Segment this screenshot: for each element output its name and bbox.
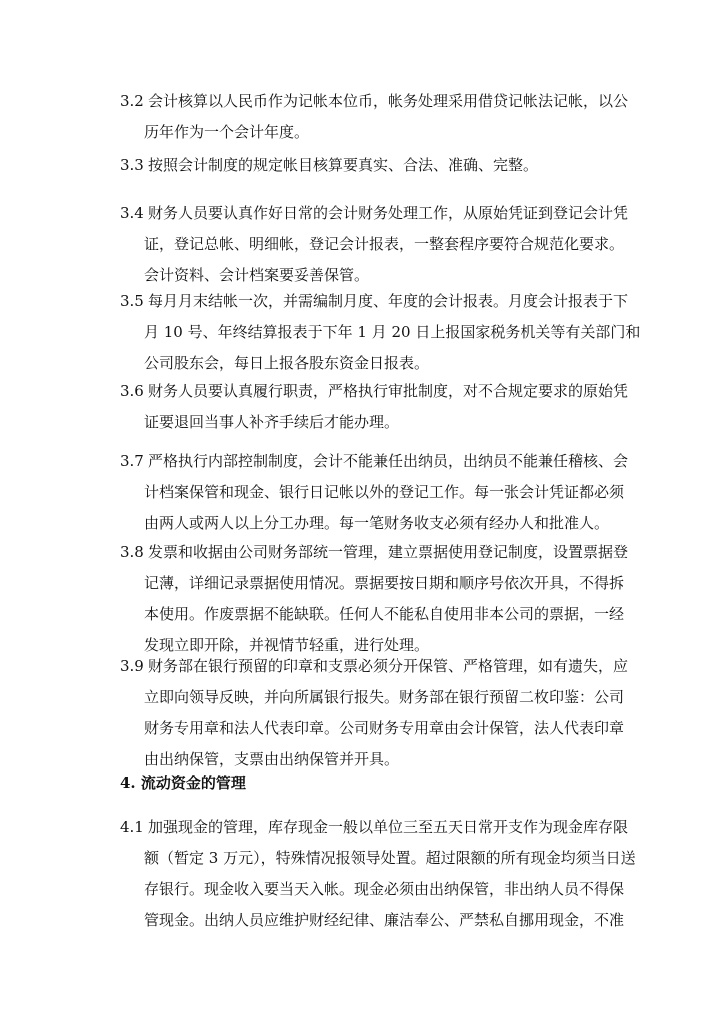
clause-line: 财务人员要认真履行职责，严格执行审批制度，对不合规定要求的原始凭	[148, 382, 629, 400]
clause-line: 按照会计制度的规定帐目核算要真实、合法、准确、完整。	[148, 156, 539, 174]
clause-line: 每月月末结帐一次，并需编制月度、年度的会计报表。月度会计报表于下	[148, 292, 629, 310]
section-heading: 4. 流动资金的管理	[120, 774, 246, 792]
clause-line: 存银行。现金收入要当天入帐。现金必须由出纳保管，非出纳人员不得保	[144, 880, 625, 898]
clause-3-8	[120, 537, 629, 661]
clause-number: 3.2	[120, 92, 144, 110]
clause-line: 管现金。出纳人员应维护财经纪律、廉洁奉公、严禁私自挪用现金，不准	[144, 911, 625, 929]
clause-number: 4.1	[120, 818, 144, 836]
clause-line: 会计核算以人民币作为记帐本位币，帐务处理采用借贷记帐法记帐，以公	[148, 92, 629, 110]
clause-line: 额（暂定 3 万元），特殊情况报领导处置。超过限额的所有现金均须当日送	[144, 849, 636, 867]
clause-line: 记薄，详细记录票据使用情况。票据要按日期和顺序号依次开具，不得拆	[144, 574, 625, 592]
clause-number: 3.3	[120, 156, 144, 174]
clause-line: 本使用。作废票据不能缺联。任何人不能私自使用非本公司的票据，一经	[144, 605, 625, 623]
clause-line: 财务人员要认真作好日常的会计财务处理工作，从原始凭证到登记会计凭	[148, 204, 629, 222]
clause-line: 财务专用章和法人代表印章。公司财务专用章由会计保管，法人代表印章	[144, 719, 625, 737]
clause-line: 由出纳保管，支票由出纳保管并开具。	[144, 750, 400, 768]
clause-number: 3.7	[120, 452, 144, 470]
clause-line: 证，登记总帐、明细帐，登记会计报表，一整套程序要符合规范化要求。	[144, 235, 625, 253]
clause-line: 证要退回当事人补齐手续后才能办理。	[144, 413, 400, 431]
clause-line: 加强现金的管理，库存现金一般以单位三至五天日常开支作为现金库存限	[148, 818, 629, 836]
clause-number: 3.5	[120, 292, 144, 310]
clause-line: 财务部在银行预留的印章和支票必须分开保管、严格管理，如有遗失，应	[148, 657, 629, 675]
clause-number: 3.8	[120, 543, 144, 561]
clause-line: 会计资料、会计档案要妥善保管。	[144, 266, 370, 284]
clause-line: 公司股东会，每日上报各股东资金日报表。	[144, 354, 430, 372]
clause-3-7	[120, 446, 629, 539]
clause-line: 立即向领导反映，并向所属银行报失。财务部在银行预留二枚印鉴：公司	[144, 688, 625, 706]
clause-number: 3.6	[120, 382, 144, 400]
clause-line: 发现立即开除，并视情节轻重，进行处理。	[144, 636, 430, 654]
clause-3-3	[120, 150, 625, 181]
clause-3-6	[120, 376, 629, 438]
clause-line: 发票和收据由公司财务部统一管理，建立票据使用登记制度，设置票据登	[148, 543, 629, 561]
clause-4-1	[120, 812, 636, 936]
clause-line: 历年作为一个会计年度。	[144, 123, 310, 141]
clause-number: 3.9	[120, 657, 144, 675]
clause-3-9	[120, 651, 629, 775]
clause-line: 由两人或两人以上分工办理。每一笔财务收支必须有经办人和批准人。	[144, 514, 610, 532]
clause-line: 严格执行内部控制制度，会计不能兼任出纳员，出纳员不能兼任稽核、会	[148, 452, 629, 470]
clause-3-4	[120, 198, 629, 291]
clause-number: 3.4	[120, 204, 144, 222]
clause-3-2	[120, 86, 629, 148]
clause-line: 月 10 号、年终结算报表于下年 1 月 20 日上报国家税务机关等有关部门和	[144, 323, 641, 341]
clause-line: 计档案保管和现金、银行日记帐以外的登记工作。每一张会计凭证都必须	[144, 483, 625, 501]
clause-3-5	[120, 286, 641, 379]
